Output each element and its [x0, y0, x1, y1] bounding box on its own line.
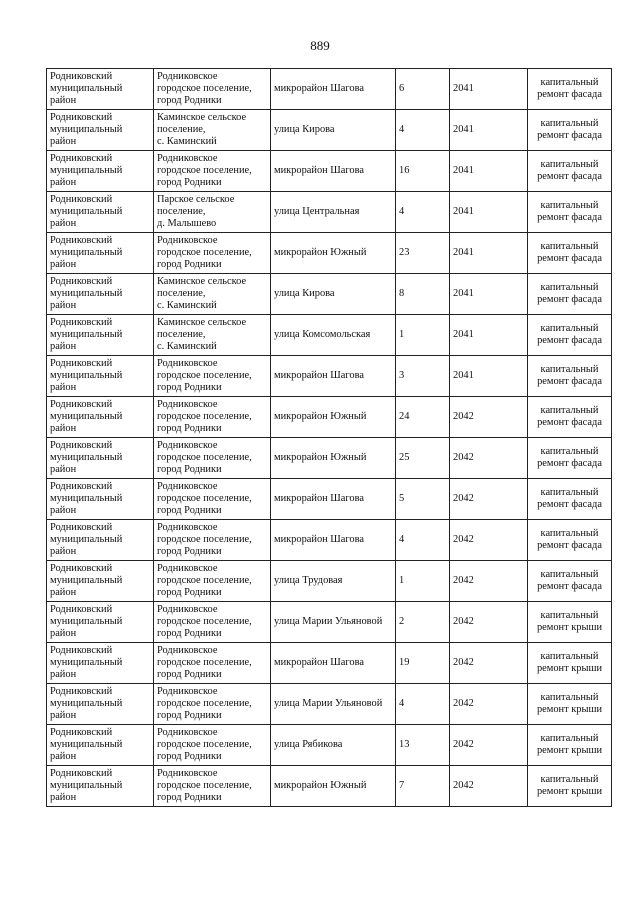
district-cell: Родниковский муниципальный район [47, 315, 154, 356]
house-number-cell: 1 [396, 561, 450, 602]
table-row [47, 766, 612, 807]
year-cell: 2041 [450, 356, 528, 397]
year-cell: 2042 [450, 561, 528, 602]
table-row [47, 520, 612, 561]
settlement-cell: Родниковское городское поселение, город Родники [154, 520, 271, 561]
year-cell: 2041 [450, 151, 528, 192]
district-cell: Родниковский муниципальный район [47, 725, 154, 766]
district-cell: Родниковский муниципальный район [47, 602, 154, 643]
settlement-cell: Каминское сельское поселение, с. Каминский [154, 274, 271, 315]
work-type-cell: капитальный ремонт фасада [528, 356, 612, 397]
street-cell: улица Трудовая [271, 561, 396, 602]
year-cell: 2042 [450, 397, 528, 438]
year-cell: 2042 [450, 438, 528, 479]
table-row [47, 192, 612, 233]
district-cell: Родниковский муниципальный район [47, 69, 154, 110]
table-row [47, 356, 612, 397]
street-cell: микрорайон Южный [271, 397, 396, 438]
table-row [47, 438, 612, 479]
district-cell: Родниковский муниципальный район [47, 151, 154, 192]
table-row [47, 110, 612, 151]
settlement-cell: Родниковское городское поселение, город Родники [154, 479, 271, 520]
settlement-cell: Родниковское городское поселение, город Родники [154, 643, 271, 684]
work-type-cell: капитальный ремонт крыши [528, 602, 612, 643]
street-cell: улица Марии Ульяновой [271, 684, 396, 725]
work-type-cell: капитальный ремонт крыши [528, 684, 612, 725]
district-cell: Родниковский муниципальный район [47, 479, 154, 520]
settlement-cell: Родниковское городское поселение, город Родники [154, 438, 271, 479]
house-number-cell: 4 [396, 684, 450, 725]
housing-repair-table [46, 68, 612, 807]
house-number-cell: 7 [396, 766, 450, 807]
district-cell: Родниковский муниципальный район [47, 561, 154, 602]
year-cell: 2042 [450, 725, 528, 766]
table-row [47, 479, 612, 520]
street-cell: улица Рябикова [271, 725, 396, 766]
table-row [47, 602, 612, 643]
house-number-cell: 16 [396, 151, 450, 192]
house-number-cell: 4 [396, 520, 450, 561]
settlement-cell: Родниковское городское поселение, город Родники [154, 397, 271, 438]
settlement-cell: Каминское сельское поселение, с. Каминский [154, 110, 271, 151]
work-type-cell: капитальный ремонт фасада [528, 520, 612, 561]
work-type-cell: капитальный ремонт крыши [528, 725, 612, 766]
house-number-cell: 25 [396, 438, 450, 479]
table-body [47, 69, 612, 807]
settlement-cell: Родниковское городское поселение, город Родники [154, 684, 271, 725]
work-type-cell: капитальный ремонт крыши [528, 643, 612, 684]
house-number-cell: 4 [396, 110, 450, 151]
year-cell: 2042 [450, 602, 528, 643]
house-number-cell: 5 [396, 479, 450, 520]
house-number-cell: 19 [396, 643, 450, 684]
table-row [47, 69, 612, 110]
table-row [47, 151, 612, 192]
street-cell: микрорайон Шагова [271, 151, 396, 192]
settlement-cell: Родниковское городское поселение, город Родники [154, 356, 271, 397]
year-cell: 2041 [450, 233, 528, 274]
work-type-cell: капитальный ремонт фасада [528, 110, 612, 151]
district-cell: Родниковский муниципальный район [47, 356, 154, 397]
street-cell: микрорайон Южный [271, 233, 396, 274]
district-cell: Родниковский муниципальный район [47, 766, 154, 807]
house-number-cell: 8 [396, 274, 450, 315]
street-cell: микрорайон Южный [271, 766, 396, 807]
house-number-cell: 23 [396, 233, 450, 274]
house-number-cell: 6 [396, 69, 450, 110]
house-number-cell: 4 [396, 192, 450, 233]
work-type-cell: капитальный ремонт фасада [528, 233, 612, 274]
street-cell: микрорайон Южный [271, 438, 396, 479]
district-cell: Родниковский муниципальный район [47, 438, 154, 479]
street-cell: улица Марии Ульяновой [271, 602, 396, 643]
year-cell: 2042 [450, 479, 528, 520]
settlement-cell: Каминское сельское поселение, с. Каминский [154, 315, 271, 356]
page-number: 889 [310, 38, 330, 53]
street-cell: улица Кирова [271, 110, 396, 151]
house-number-cell: 1 [396, 315, 450, 356]
work-type-cell: капитальный ремонт фасада [528, 397, 612, 438]
district-cell: Родниковский муниципальный район [47, 643, 154, 684]
street-cell: микрорайон Шагова [271, 356, 396, 397]
house-number-cell: 3 [396, 356, 450, 397]
year-cell: 2042 [450, 643, 528, 684]
district-cell: Родниковский муниципальный район [47, 684, 154, 725]
work-type-cell: капитальный ремонт фасада [528, 151, 612, 192]
street-cell: микрорайон Шагова [271, 479, 396, 520]
year-cell: 2042 [450, 520, 528, 561]
house-number-cell: 2 [396, 602, 450, 643]
street-cell: улица Кирова [271, 274, 396, 315]
work-type-cell: капитальный ремонт фасада [528, 479, 612, 520]
settlement-cell: Родниковское городское поселение, город Родники [154, 69, 271, 110]
house-number-cell: 13 [396, 725, 450, 766]
district-cell: Родниковский муниципальный район [47, 520, 154, 561]
settlement-cell: Родниковское городское поселение, город Родники [154, 725, 271, 766]
settlement-cell: Родниковское городское поселение, город Родники [154, 151, 271, 192]
work-type-cell: капитальный ремонт фасада [528, 561, 612, 602]
district-cell: Родниковский муниципальный район [47, 397, 154, 438]
year-cell: 2042 [450, 684, 528, 725]
year-cell: 2041 [450, 110, 528, 151]
table-row [47, 397, 612, 438]
table-row [47, 561, 612, 602]
work-type-cell: капитальный ремонт фасада [528, 438, 612, 479]
year-cell: 2041 [450, 274, 528, 315]
work-type-cell: капитальный ремонт фасада [528, 69, 612, 110]
table-row [47, 315, 612, 356]
year-cell: 2042 [450, 766, 528, 807]
year-cell: 2041 [450, 192, 528, 233]
work-type-cell: капитальный ремонт фасада [528, 274, 612, 315]
district-cell: Родниковский муниципальный район [47, 110, 154, 151]
street-cell: микрорайон Шагова [271, 69, 396, 110]
table-row [47, 233, 612, 274]
settlement-cell: Родниковское городское поселение, город Родники [154, 602, 271, 643]
table-row [47, 725, 612, 766]
settlement-cell: Родниковское городское поселение, город Родники [154, 766, 271, 807]
district-cell: Родниковский муниципальный район [47, 274, 154, 315]
district-cell: Родниковский муниципальный район [47, 192, 154, 233]
street-cell: улица Центральная [271, 192, 396, 233]
street-cell: микрорайон Шагова [271, 643, 396, 684]
street-cell: улица Комсомольская [271, 315, 396, 356]
district-cell: Родниковский муниципальный район [47, 233, 154, 274]
table-row [47, 684, 612, 725]
table-row [47, 643, 612, 684]
house-number-cell: 24 [396, 397, 450, 438]
work-type-cell: капитальный ремонт фасада [528, 315, 612, 356]
settlement-cell: Родниковское городское поселение, город Родники [154, 233, 271, 274]
work-type-cell: капитальный ремонт крыши [528, 766, 612, 807]
street-cell: микрорайон Шагова [271, 520, 396, 561]
year-cell: 2041 [450, 69, 528, 110]
year-cell: 2041 [450, 315, 528, 356]
settlement-cell: Парское сельское поселение, д. Малышево [154, 192, 271, 233]
work-type-cell: капитальный ремонт фасада [528, 192, 612, 233]
table-row [47, 274, 612, 315]
settlement-cell: Родниковское городское поселение, город Родники [154, 561, 271, 602]
